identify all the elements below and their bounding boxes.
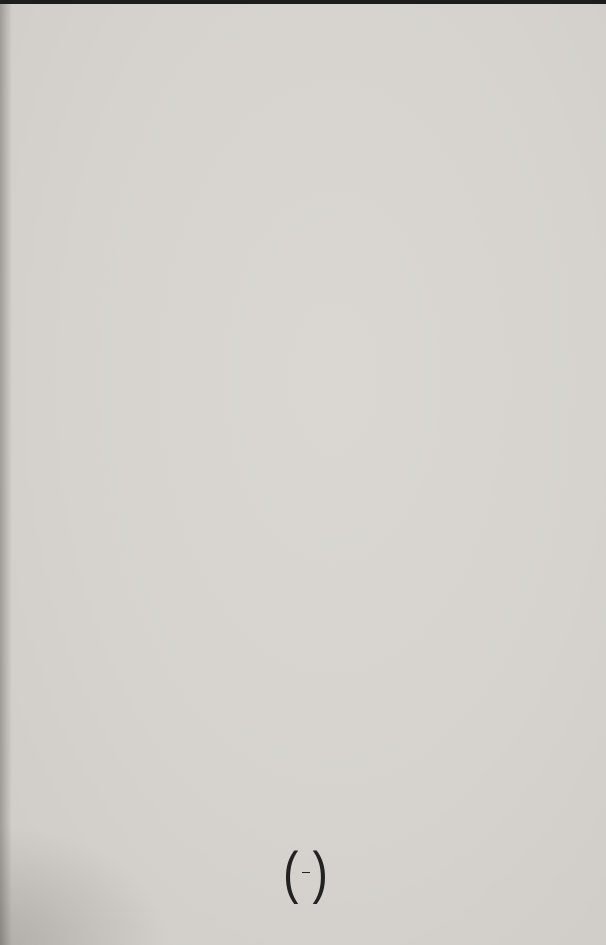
scan-edge-left <box>0 0 12 945</box>
formula-fraction <box>302 870 310 875</box>
scan-corner-shade <box>0 825 170 945</box>
close-paren: ) <box>312 839 328 905</box>
open-paren: ( <box>283 839 299 905</box>
formula-denominator <box>302 873 310 875</box>
